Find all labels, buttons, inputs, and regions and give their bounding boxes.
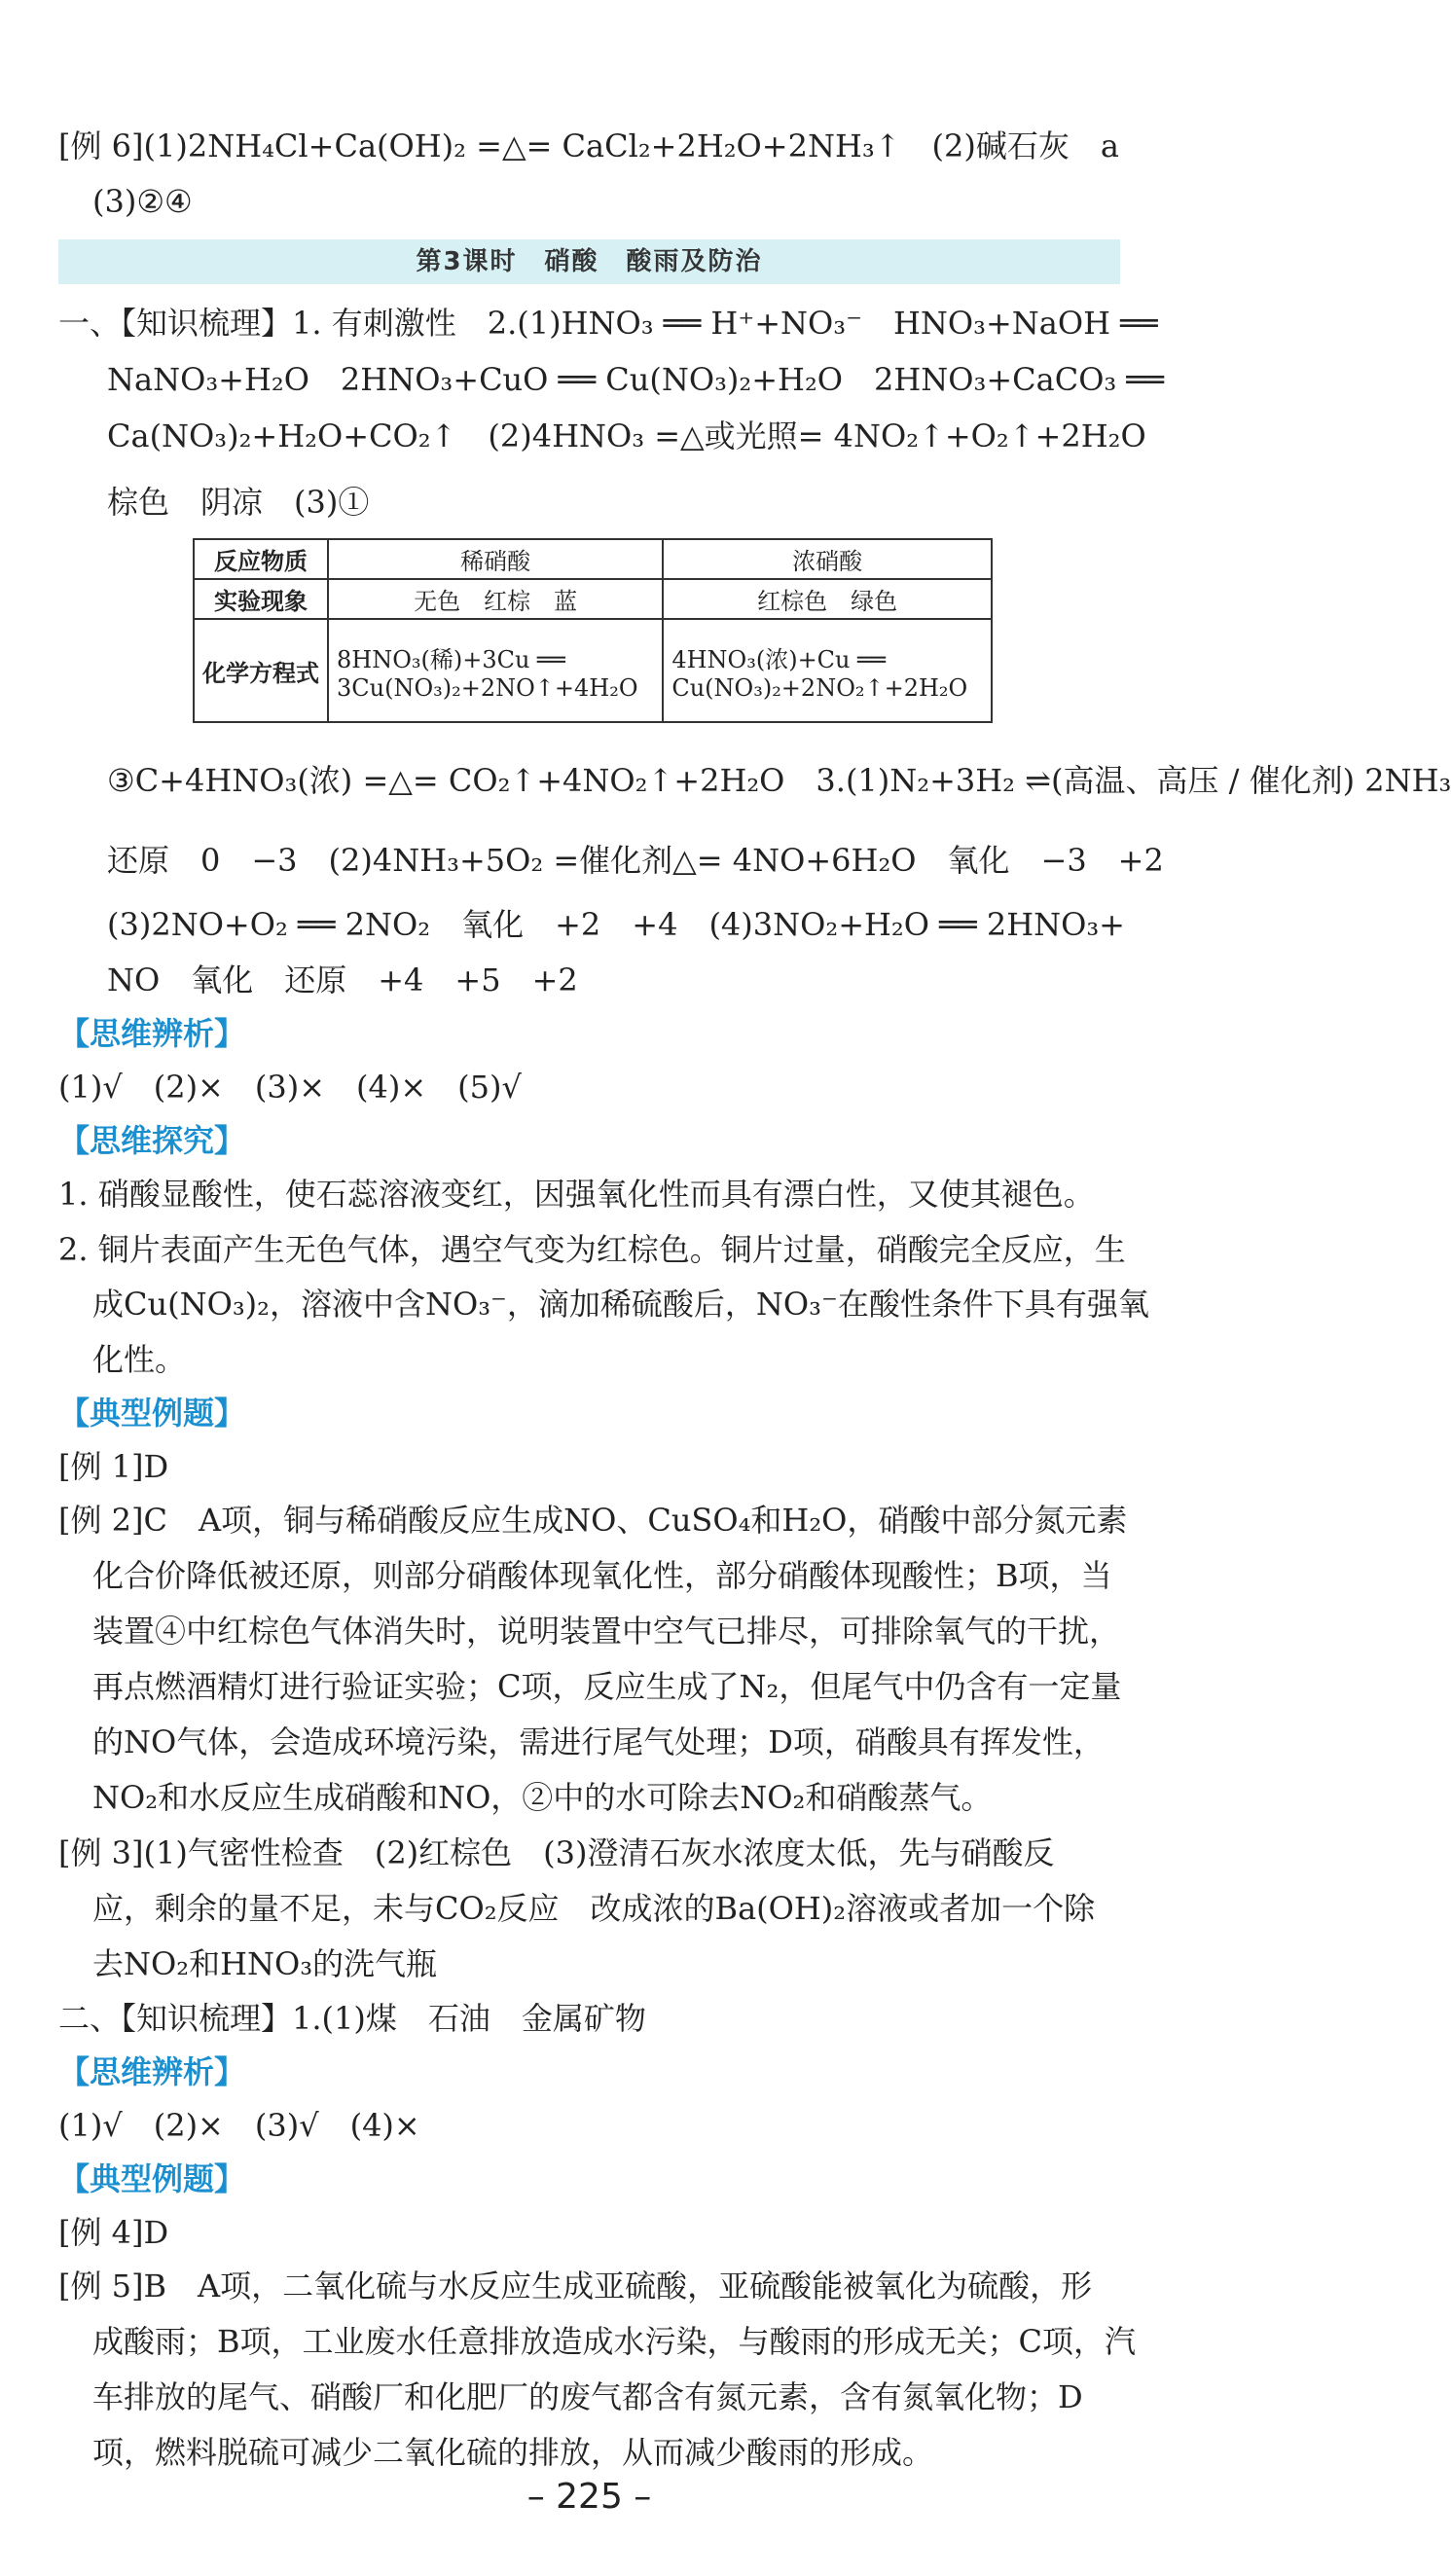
table-cell: 4HNO₃(浓)+Cu ══ Cu(NO₃)₂+2NO₂↑+2H₂O — [663, 619, 992, 722]
explore-2-line-1: 2. 铜片表面产生无色气体，遇空气变为红棕色。铜片过量，硝酸完全反应，生 — [58, 1231, 1126, 1268]
knowledge-line-7: (3)2NO+O₂ ══ 2NO₂ 氧化 +2 +4 (4)3NO₂+H₂O ══ 2HNO₃+ — [107, 906, 1125, 943]
example-2-line-3: 装置④中红棕色气体消失时，说明装置中空气已排尽，可排除氧气的干扰， — [92, 1613, 1121, 1650]
knowledge-line-4: 棕色 阴凉 (3)① — [107, 484, 370, 521]
explore-1: 1. 硝酸显酸性，使石蕊溶液变红，因强氧化性而具有漂白性，又使其褪色。 — [58, 1176, 1095, 1213]
knowledge-line-6: 还原 0 −3 (2)4NH₃+5O₂ =催化剂△= 4NO+6H₂O 氧化 −3 +2 — [107, 842, 1164, 879]
page-number: – 225 – — [526, 2477, 652, 2517]
example-3-line-1: [例 3](1)气密性检查 (2)红棕色 (3)澄清石灰水浓度太低，先与硝酸反 — [58, 1834, 1055, 1871]
table-cell: 稀硝酸 — [328, 539, 663, 579]
example-2-line-2: 化合价降低被还原，则部分硝酸体现氧化性，部分硝酸体现酸性；B项，当 — [92, 1557, 1112, 1594]
section-banner: 第3课时 硝酸 酸雨及防治 — [58, 239, 1120, 284]
heading-explore: 【思维探究】 — [58, 1122, 246, 1159]
heading-analysis-2: 【思维辨析】 — [58, 2053, 246, 2090]
example-2-line-4: 再点燃酒精灯进行验证实验；C项，反应生成了N₂，但尾气中仍含有一定量 — [92, 1668, 1122, 1705]
example-5-line-3: 车排放的尾气、硝酸厂和化肥厂的废气都含有氮元素，含有氮氧化物；D — [92, 2378, 1083, 2415]
table-cell: 浓硝酸 — [663, 539, 992, 579]
table-header-cell: 反应物质 — [194, 539, 328, 579]
example-5-line-1: [例 5]B A项，二氧化硫与水反应生成亚硫酸，亚硫酸能被氧化为硫酸，形 — [58, 2268, 1093, 2304]
table-cell: 8HNO₃(稀)+3Cu ══ 3Cu(NO₃)₂+2NO↑+4H₂O — [328, 619, 663, 722]
explore-2-line-3: 化性。 — [92, 1341, 187, 1378]
analysis-answers: (1)√ (2)× (3)× (4)× (5)√ — [58, 1069, 522, 1106]
example-5-line-2: 成酸雨；B项，工业废水任意排放造成水污染，与酸雨的形成无关；C项，汽 — [92, 2323, 1137, 2360]
table-cell: 红棕色 绿色 — [663, 579, 992, 619]
example-5-line-4: 项，燃料脱硫可减少二氧化硫的排放，从而减少酸雨的形成。 — [92, 2434, 934, 2471]
knowledge-line-5: ③C+4HNO₃(浓) =△= CO₂↑+4NO₂↑+2H₂O 3.(1)N₂+3H₂ ⇌(高温、高压 / 催化剂) 2NH₃ — [107, 762, 1451, 799]
knowledge-line-1: 一、【知识梳理】1. 有刺激性 2.(1)HNO₃ ══ H⁺+NO₃⁻ HNO₃+NaOH ══ — [58, 305, 1158, 342]
table-header-cell: 实验现象 — [194, 579, 328, 619]
knowledge-line-2: NaNO₃+H₂O 2HNO₃+CuO ══ Cu(NO₃)₂+H₂O 2HNO₃+CaCO₃ ══ — [107, 361, 1164, 398]
table-cell: 无色 红棕 蓝 — [328, 579, 663, 619]
explore-2-line-2: 成Cu(NO₃)₂，溶液中含NO₃⁻，滴加稀硫酸后，NO₃⁻在酸性条件下具有强氧 — [92, 1286, 1149, 1323]
analysis-answers-2: (1)√ (2)× (3)√ (4)× — [58, 2107, 420, 2144]
example-3-line-3: 去NO₂和HNO₃的洗气瓶 — [92, 1945, 438, 1982]
heading-examples: 【典型例题】 — [58, 1395, 246, 1432]
section-2-knowledge: 二、【知识梳理】1.(1)煤 石油 金属矿物 — [58, 2000, 646, 2037]
example-2-line-5: 的NO气体，会造成环境污染，需进行尾气处理；D项，硝酸具有挥发性， — [92, 1723, 1105, 1760]
knowledge-line-8: NO 氧化 还原 +4 +5 +2 — [107, 961, 578, 998]
example-4: [例 4]D — [58, 2214, 169, 2251]
table-header-cell: 化学方程式 — [194, 619, 328, 722]
heading-examples-2: 【典型例题】 — [58, 2160, 246, 2197]
example-1: [例 1]D — [58, 1448, 169, 1485]
example-2-line-6: NO₂和水反应生成硝酸和NO，②中的水可除去NO₂和硝酸蒸气。 — [92, 1779, 993, 1816]
example-3-line-2: 应，剩余的量不足，未与CO₂反应 改成浓的Ba(OH)₂溶液或者加一个除 — [92, 1890, 1096, 1927]
example-6-line-1: [例 6](1)2NH₄Cl+Ca(OH)₂ =△= CaCl₂+2H₂O+2NH₃↑ (2)碱石灰 a — [58, 127, 1119, 164]
knowledge-line-3: Ca(NO₃)₂+H₂O+CO₂↑ (2)4HNO₃ =△或光照= 4NO₂↑+O₂↑+2H₂O — [107, 417, 1146, 454]
heading-analysis: 【思维辨析】 — [58, 1015, 246, 1052]
reaction-table — [193, 538, 993, 723]
example-2-line-1: [例 2]C A项，铜与稀硝酸反应生成NO、CuSO₄和H₂O，硝酸中部分氮元素 — [58, 1502, 1128, 1539]
example-6-line-2: (3)②④ — [92, 183, 193, 220]
